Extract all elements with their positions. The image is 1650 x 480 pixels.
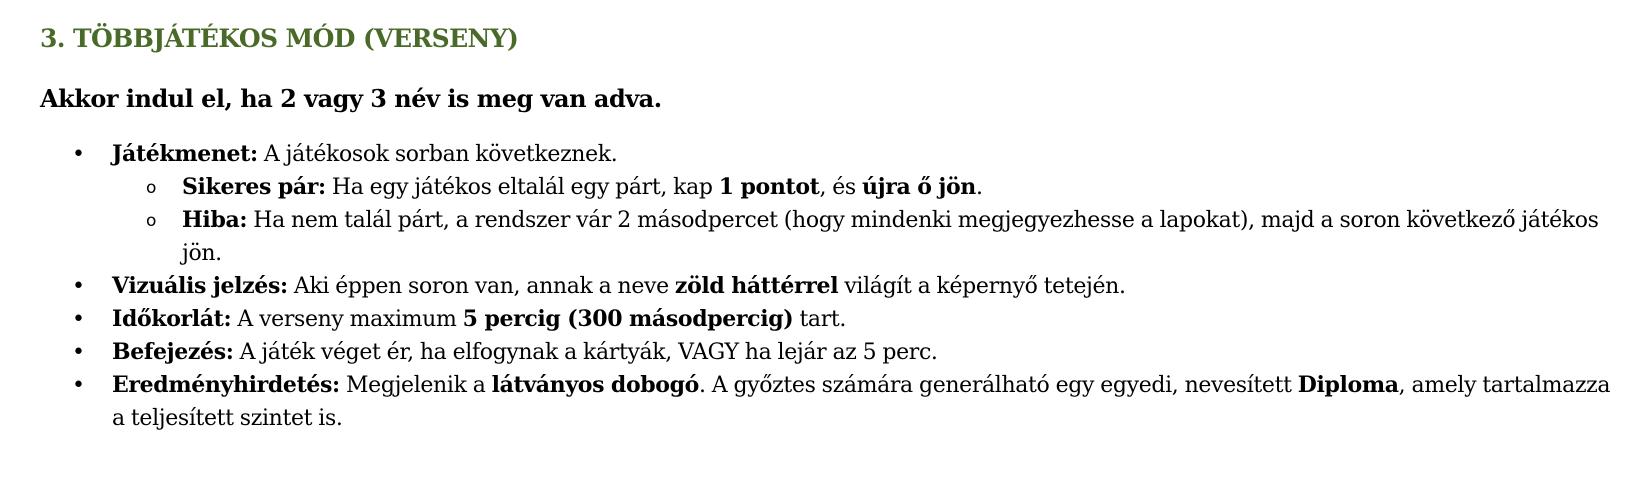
list-item-results — [40, 369, 1620, 435]
success-label: Sikeres pár: — [182, 174, 326, 200]
timelimit-bold-1: 5 percig (300 másodpercig) — [462, 306, 794, 332]
success-text-2: , és — [819, 175, 863, 200]
timelimit-text-2: tart. — [793, 307, 846, 332]
document-page — [40, 22, 1620, 435]
visual-label: Vizuális jelzés: — [112, 273, 288, 299]
results-text-2: . A győztes számára generálható egy egyedi, nevesített — [699, 373, 1298, 398]
ending-label: Befejezés: — [112, 339, 234, 365]
intro-text: Akkor indul el, ha 2 vagy 3 név is meg van adva. — [40, 84, 662, 113]
results-text-3: , amely tartalmazza a teljesített szintet is. — [112, 373, 1611, 431]
visual-bold-1: zöld háttérrel — [674, 273, 839, 299]
success-bold-1: 1 pontot — [718, 174, 820, 200]
list-item-visual — [40, 270, 1620, 303]
results-label: Eredményhirdetés: — [112, 372, 340, 398]
rules-list — [40, 138, 1620, 435]
gameplay-sublist — [112, 171, 1620, 270]
section-heading: 3. TÖBBJÁTÉKOS MÓD (VERSENY) — [40, 24, 519, 53]
results-text-1: Megjelenik a — [339, 373, 492, 398]
gameplay-text: A játékosok sorban következnek. — [257, 142, 618, 167]
list-item-error — [112, 204, 1620, 270]
gameplay-label: Játékmenet: — [112, 141, 258, 167]
timelimit-text-1: A verseny maximum — [231, 307, 463, 332]
results-bold-2: Diploma — [1297, 372, 1399, 398]
list-item-timelimit — [40, 303, 1620, 336]
success-text-3: . — [975, 175, 983, 200]
error-label: Hiba: — [182, 207, 248, 233]
list-item-success — [112, 171, 1620, 204]
results-bold-1: látványos dobogó — [491, 372, 699, 398]
list-item-gameplay — [40, 138, 1620, 270]
timelimit-label: Időkorlát: — [112, 306, 232, 332]
visual-text-2: világít a képernyő tetején. — [838, 274, 1126, 299]
success-bold-2: újra ő jön — [862, 174, 976, 200]
list-item-ending — [40, 336, 1620, 369]
success-text-1: Ha egy játékos eltalál egy párt, kap — [325, 175, 719, 200]
ending-text: A játék véget ér, ha elfogynak a kártyák, VAGY ha lejár az 5 perc. — [233, 340, 938, 365]
error-text: Ha nem talál párt, a rendszer vár 2 másodpercet (hogy mindenki megjegyezhesse a lapokat), majd a soron következő játékos jön. — [182, 208, 1599, 266]
visual-text-1: Aki éppen soron van, annak a neve — [287, 274, 675, 299]
